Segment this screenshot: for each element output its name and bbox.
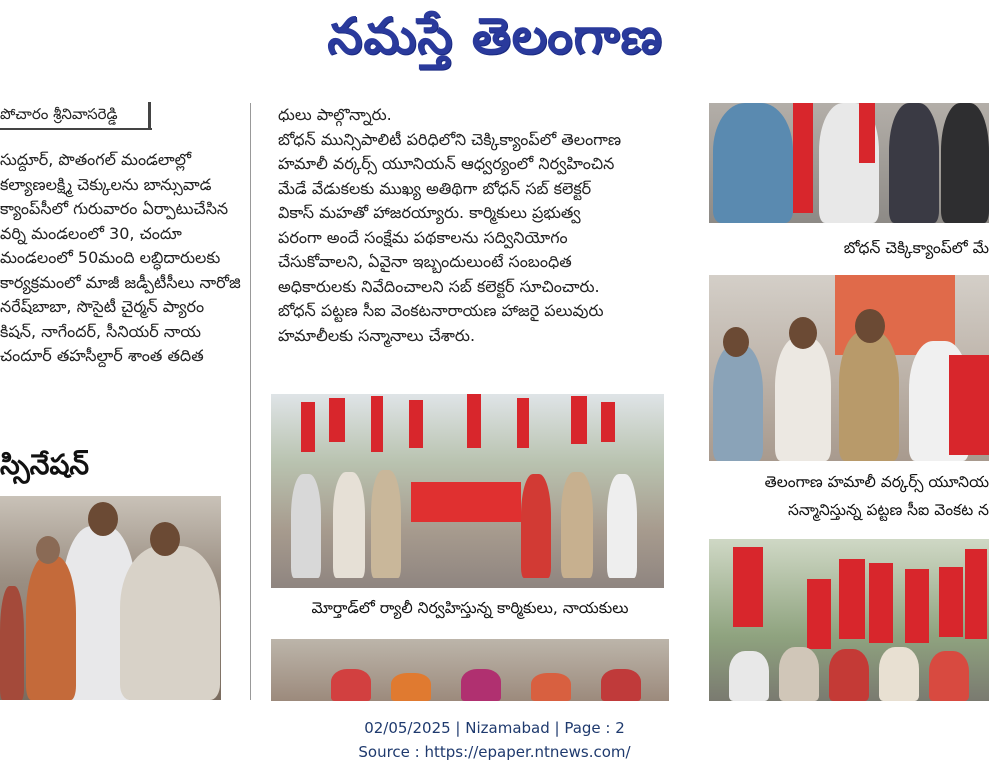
text-line: ధులు పాల్గొన్నారు. — [278, 105, 392, 124]
text-line: అధికారులకు నివేదించాలని సబ్ కలెక్టర్ సూచించారు. — [278, 276, 600, 296]
rally-photo — [271, 394, 664, 588]
left-article-text — [0, 148, 244, 369]
text-line: బోధన్ మున్సిపాలిటీ పరిధిలోని చెక్కిక్యాంప్‌లో తెలంగాణ — [278, 129, 622, 149]
text-line: హమాలీలకు సన్మానాలు చేశారు. — [278, 325, 476, 345]
text-line: క్యాంప్‌సీలో గురువారం ఏర్పాటుచేసిన — [0, 199, 229, 218]
text-line: కార్యక్రమంలో మాజీ జడ్పీటీసీలు నారోజి — [0, 272, 241, 292]
middle-article-text — [278, 103, 668, 348]
text-line: హమాలీ వర్కర్స్ యూనియన్ ఆధ్వర్యంలో నిర్వహించిన — [278, 154, 615, 173]
article-headline: స్సినేషన్ — [0, 448, 90, 481]
text-line: చేసుకోవాలని, ఏవైనా ఇబ్బందులుంటే సంబంధిత — [278, 252, 572, 271]
byline-divider — [148, 102, 151, 130]
text-line: బోధన్ పట్టణ సీఐ వెంకటనారాయణ హాజరై పలువురు — [278, 301, 604, 320]
checkikamp-photo-caption: బోధన్ చెక్కిక్యాంప్‌లో మే — [843, 239, 989, 257]
column-divider — [250, 103, 251, 700]
page-footer — [0, 716, 989, 764]
vaccination-photo — [0, 496, 221, 700]
newspaper-masthead: నమస్తే తెలంగాణ — [327, 6, 663, 65]
flag-rally-photo — [709, 539, 989, 701]
felicitation-photo-caption-line1: తెలంగాణ హమాలీ వర్కర్స్ యూనియ — [764, 473, 989, 491]
text-line: మేడే వేడుకలకు ముఖ్య అతిథిగా బోధన్ సబ్ కలెక్టర్ — [278, 178, 592, 198]
text-line: సుద్దూర్, పొతంగల్ మండలాల్లో — [0, 150, 192, 169]
felicitation-photo — [709, 275, 989, 461]
byline: పోచారం శ్రీనివాసరెడ్డి — [0, 100, 152, 130]
checkikamp-photo — [709, 103, 989, 223]
text-line: పరంగా అందే సంక్షేమ పథకాలను సద్వినియోగం — [278, 227, 568, 247]
text-line: నరేష్‌బాబా, సొసైటీ చైర్మన్ ప్యారం — [0, 297, 205, 316]
text-line: వికాస్ మహతో హాజరయ్యారు. కార్మికులు ప్రభుత్వ — [278, 203, 581, 222]
text-line: కల్యాణలక్ష్మి చెక్కులను బాన్సువాడ — [0, 174, 212, 194]
felicitation-photo-caption-line2: సన్మానిస్తున్న పట్టణ సీఐ వెంకట న — [788, 501, 989, 519]
rally-photo-caption: మోర్తాడ్‌లో ర్యాలీ నిర్వహిస్తున్న కార్మికులు, నాయకులు — [311, 599, 629, 617]
text-line: చందూర్ తహసీల్దార్ శాంత తదిత — [0, 346, 204, 365]
text-line: కిషన్, నాగేందర్, సీనియర్ నాయ — [0, 321, 201, 341]
text-line: వర్ని మండలంలో 30, చందూ — [0, 223, 182, 243]
edition-info: 02/05/2025 | Nizamabad | Page : 2 — [364, 719, 625, 737]
source-url: Source : https://epaper.ntnews.com/ — [358, 743, 631, 761]
women-rally-photo — [271, 639, 669, 701]
text-line: మండలంలో 50మంది లబ్ధిదారులకు — [0, 248, 221, 267]
